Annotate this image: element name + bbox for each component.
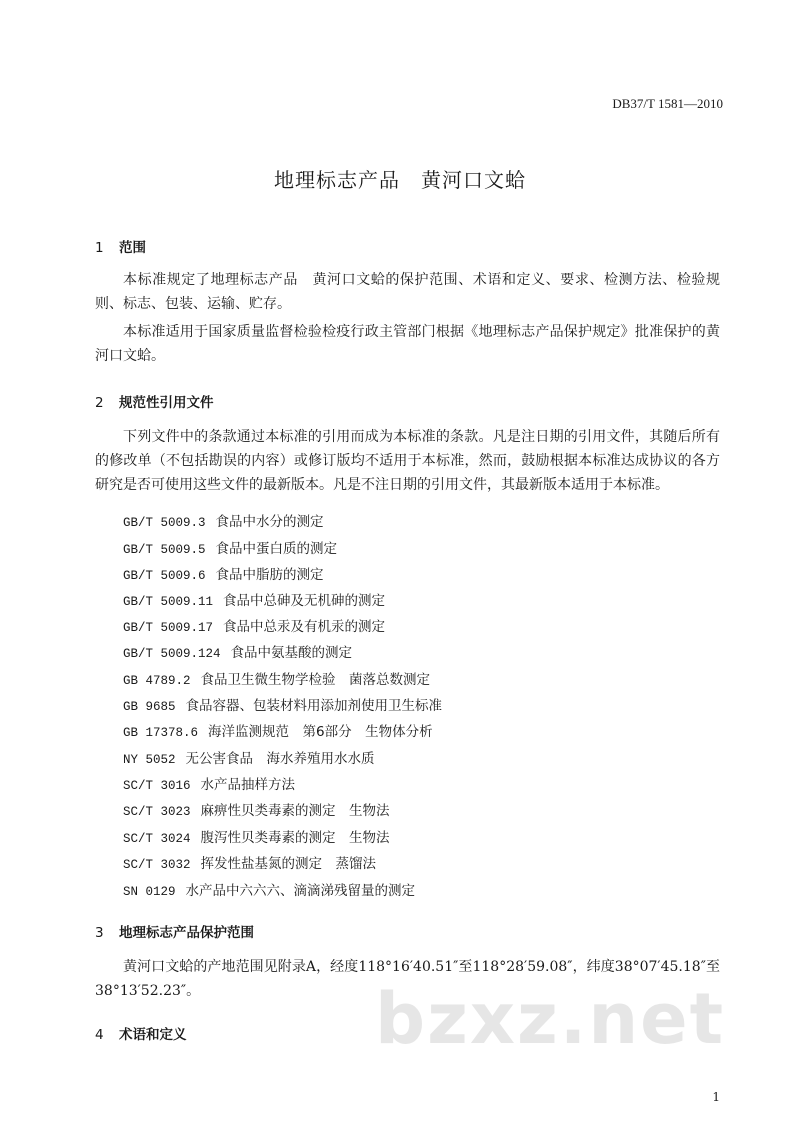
reference-item: [123, 826, 390, 846]
reference-item: [123, 773, 295, 793]
reference-name: 食品中总砷及无机砷的测定: [223, 593, 386, 609]
section-number: 1: [95, 240, 104, 256]
section-title: 地理标志产品保护范围: [119, 925, 254, 941]
reference-item: [123, 615, 385, 635]
reference-name: 食品中氨基酸的测定: [230, 645, 353, 661]
reference-name: 无公害食品 海水养殖用水水质: [185, 751, 375, 767]
reference-name: 麻痹性贝类毒素的测定 生物法: [200, 803, 390, 819]
reference-name: 水产品抽样方法: [200, 777, 296, 793]
reference-item: [123, 720, 433, 740]
reference-code: GB 17378.6: [123, 726, 199, 740]
reference-code: GB/T 5009.11: [123, 595, 214, 609]
section-number: 3: [95, 925, 104, 941]
reference-name: 海洋监测规范 第6部分 生物体分析: [208, 724, 433, 740]
reference-name: 食品容器、包装材料用添加剂使用卫生标准: [185, 698, 443, 714]
protection-range-paragraph: 黄河口文蛤的产地范围见附录A，经度118°16′40.51″至118°28′59.08″，纬度38°07′45.18″至38°13′52.23″。: [95, 959, 720, 999]
section-number: 4: [95, 1027, 104, 1043]
reference-item: [123, 799, 390, 819]
reference-name: 食品中蛋白质的测定: [215, 541, 338, 557]
document-code: DB37/T 1581—2010: [612, 96, 723, 111]
reference-item: [123, 510, 324, 530]
reference-item: [123, 537, 337, 557]
reference-item: [123, 668, 430, 688]
reference-item: [123, 852, 376, 872]
reference-name: 水产品中六六六、滴滴涕残留量的测定: [185, 883, 416, 899]
section-number: 2: [95, 395, 104, 411]
reference-name: 腹泻性贝类毒素的测定 生物法: [200, 830, 390, 846]
reference-code: GB/T 5009.124: [123, 647, 221, 661]
reference-code: GB/T 5009.3: [123, 516, 206, 530]
reference-code: SC/T 3032: [123, 858, 191, 872]
reference-name: 食品中脂肪的测定: [215, 567, 324, 583]
reference-item: [123, 641, 352, 661]
reference-code: GB 9685: [123, 700, 176, 714]
reference-item: [123, 747, 375, 767]
reference-name: 食品中总汞及有机汞的测定: [223, 619, 386, 635]
section-title: 范围: [119, 240, 146, 256]
references-intro: 下列文件中的条款通过本标准的引用而成为本标准的条款。凡是注日期的引用文件，其随后所有的修改单（不包括勘误的内容）或修订版均不适用于本标准，然而，鼓励根据本标准达成协议的各方研究是否可使用这些文件的最新版本。凡是不注日期的引用文件，其最新版本适用于本标准。: [95, 429, 720, 493]
reference-code: SC/T 3023: [123, 805, 191, 819]
reference-code: SC/T 3016: [123, 779, 191, 793]
scope-paragraph-2: 本标准适用于国家质量监督检验检疫行政主管部门根据《地理标志产品保护规定》批准保护的黄河口文蛤。: [95, 324, 720, 364]
watermark: bzxz.net: [375, 978, 726, 1060]
reference-item: [123, 879, 415, 899]
section-heading-references: [95, 391, 214, 411]
reference-name: 挥发性盐基氮的测定 蒸馏法: [200, 856, 377, 872]
reference-item: [123, 694, 442, 714]
reference-code: SC/T 3024: [123, 832, 191, 846]
section-title: 规范性引用文件: [119, 395, 214, 411]
reference-name: 食品卫生微生物学检验 菌落总数测定: [200, 672, 431, 688]
reference-item: [123, 589, 385, 609]
section-title: 术语和定义: [119, 1027, 187, 1043]
reference-code: GB/T 5009.6: [123, 569, 206, 583]
section-heading-scope: [95, 236, 146, 256]
section-heading-terms: [95, 1023, 187, 1043]
reference-code: SN 0129: [123, 885, 176, 899]
page-number: 1: [712, 1090, 720, 1104]
reference-name: 食品中水分的测定: [215, 514, 324, 530]
reference-code: GB/T 5009.17: [123, 621, 214, 635]
scope-paragraph-1: 本标准规定了地理标志产品 黄河口文蛤的保护范围、术语和定义、要求、检测方法、检验规则、标志、包装、运输、贮存。: [95, 272, 720, 312]
section-heading-protection-range: [95, 921, 254, 941]
reference-code: GB 4789.2: [123, 674, 191, 688]
reference-item: [123, 563, 324, 583]
reference-code: NY 5052: [123, 753, 176, 767]
reference-code: GB/T 5009.5: [123, 543, 206, 557]
document-title: 地理标志产品 黄河口文蛤: [274, 168, 526, 192]
